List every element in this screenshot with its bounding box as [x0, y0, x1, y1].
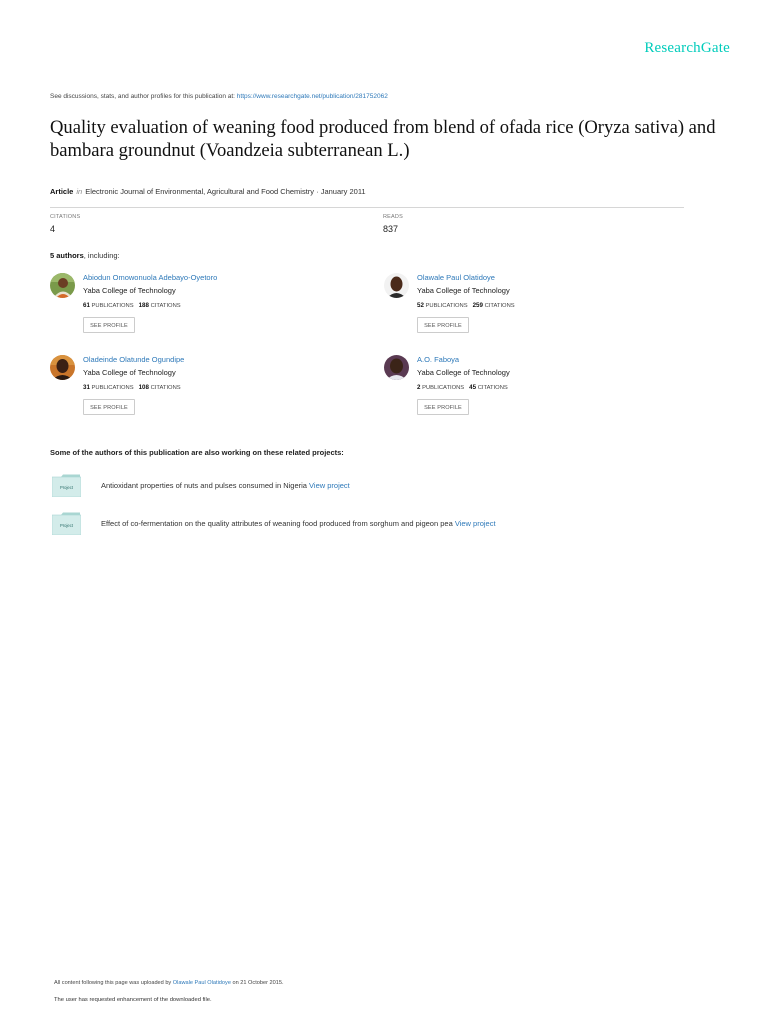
reads-value: 837	[383, 224, 399, 234]
see-profile-button[interactable]: SEE PROFILE	[417, 399, 469, 415]
citations-label: CITATIONS	[484, 303, 515, 309]
citations-label: CITATIONS	[477, 385, 508, 391]
author-institution: Yaba College of Technology	[83, 286, 176, 295]
citation-count: 108	[138, 384, 149, 391]
reads-stat	[383, 214, 403, 234]
avatar[interactable]	[384, 355, 409, 380]
author-name[interactable]: Abiodun Omowonuola Adebayo-Oyetoro	[83, 273, 218, 282]
publication-meta	[50, 187, 366, 196]
author-card	[384, 273, 684, 339]
folder-label: Project	[59, 523, 74, 528]
author-name[interactable]: Olawale Paul Olatidoye	[417, 273, 495, 282]
reads-label: READS	[383, 214, 403, 220]
researchgate-logo: ResearchGate	[644, 40, 730, 56]
folder-label: Project	[59, 485, 74, 490]
related-projects-heading: Some of the authors of this publication are also working on these related projects:	[50, 448, 344, 457]
author-stats	[83, 384, 181, 391]
citations-label: CITATIONS	[50, 214, 81, 220]
publication-count: 31	[83, 384, 90, 391]
author-card	[384, 355, 684, 421]
project-title: Effect of co-fermentation on the quality attributes of weaning food produced from sorghum and pigeon pea	[101, 519, 455, 528]
project-text	[101, 481, 350, 490]
author-card	[50, 273, 350, 339]
publications-label: PUBLICATIONS	[422, 385, 465, 391]
author-institution: Yaba College of Technology	[83, 368, 176, 377]
project-folder-icon	[52, 512, 81, 535]
author-photo-icon	[50, 355, 75, 380]
publication-count: 52	[417, 302, 424, 309]
publications-label: PUBLICATIONS	[425, 303, 468, 309]
discussion-line	[50, 93, 388, 100]
citation-count: 188	[138, 302, 149, 309]
project-item	[50, 512, 610, 538]
discussion-text: See discussions, stats, and author profiles for this publication at:	[50, 93, 237, 100]
citation-count: 259	[472, 302, 483, 309]
citations-label: CITATIONS	[150, 385, 181, 391]
uploader-link[interactable]: Olawale Paul Olatidoye	[172, 980, 231, 986]
see-profile-button[interactable]: SEE PROFILE	[83, 317, 135, 333]
see-profile-button[interactable]: SEE PROFILE	[83, 399, 135, 415]
publications-label: PUBLICATIONS	[91, 303, 134, 309]
enhancement-notice: The user has requested enhancement of the downloaded file.	[54, 997, 212, 1003]
view-project-link[interactable]: View project	[454, 519, 496, 528]
in-word: in	[76, 187, 83, 196]
citation-count: 45	[469, 384, 477, 391]
citations-stat	[50, 214, 80, 234]
publication-type: Article	[50, 187, 74, 196]
avatar[interactable]	[50, 355, 75, 380]
avatar[interactable]	[50, 273, 75, 298]
project-text	[101, 519, 496, 528]
author-stats	[417, 302, 515, 309]
publication-count: 61	[83, 302, 90, 309]
publication-count: 2	[417, 384, 421, 391]
author-photo-icon	[50, 273, 75, 298]
author-card	[50, 355, 350, 421]
author-photo-icon	[384, 273, 409, 298]
author-photo-icon	[384, 355, 409, 380]
author-institution: Yaba College of Technology	[417, 286, 510, 295]
author-institution: Yaba College of Technology	[417, 368, 510, 377]
project-title: Antioxidant properties of nuts and pulses consumed in Nigeria	[101, 481, 310, 490]
author-name[interactable]: A.O. Faboya	[417, 355, 460, 364]
authors-count: 5 authors	[50, 251, 84, 260]
divider	[50, 207, 684, 208]
upload-prefix: All content following this page was uploaded by	[54, 980, 173, 986]
upload-notice	[54, 980, 284, 986]
citations-label: CITATIONS	[150, 303, 181, 309]
citations-value: 4	[50, 224, 56, 234]
journal-date: Electronic Journal of Environmental, Agricultural and Food Chemistry · January 2011	[85, 187, 366, 196]
project-folder-icon	[52, 474, 81, 497]
publications-label: PUBLICATIONS	[91, 385, 134, 391]
publication-title: Quality evaluation of weaning food produced from blend of ofada rice (Oryza sativa) and bambara groundnut (Voandzeia subterranean L.)	[50, 117, 716, 161]
author-stats	[83, 302, 181, 309]
authors-suffix: , including:	[83, 251, 120, 260]
project-item	[50, 474, 610, 500]
author-stats	[417, 384, 508, 391]
publication-url-link[interactable]: https://www.researchgate.net/publication/281752062	[236, 93, 388, 100]
avatar[interactable]	[384, 273, 409, 298]
see-profile-button[interactable]: SEE PROFILE	[417, 317, 469, 333]
author-name[interactable]: Oladeinde Olatunde Ogundipe	[83, 355, 185, 364]
upload-suffix: on 21 October 2015.	[230, 980, 284, 986]
authors-heading	[50, 251, 120, 260]
view-project-link[interactable]: View project	[309, 481, 350, 490]
